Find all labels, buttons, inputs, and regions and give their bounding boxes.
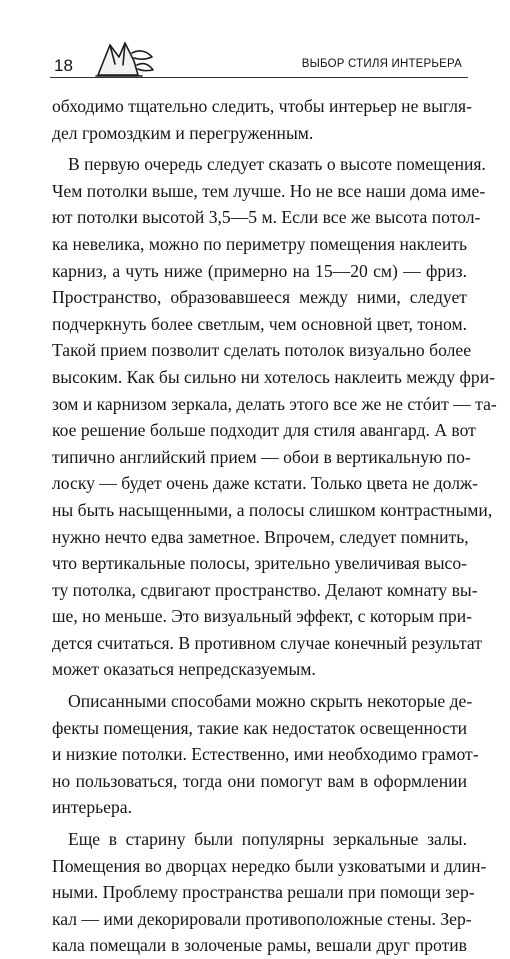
paragraph [52,93,472,146]
paragraph [52,826,487,959]
text-line: дется считаться. В противном случае конечный результат [52,632,482,653]
text-line: Еще в старину были популярны зеркальные залы. [68,829,467,850]
text-line: ют потолки высотой 3,5—5 м. Если все же высота потол- [52,207,481,228]
text-line: но пользоваться, тогда они помогут вам в оформлении [52,770,467,791]
text-line: ше, но меньше. Это визуальный эффект, с которым при- [52,606,472,627]
text-line: фекты помещения, такие как недостаток освещенности [52,717,468,738]
page-header [50,38,468,78]
text-line: Пространство, образовавшееся между ними, следует [52,287,467,308]
page-number: 18 [54,56,73,75]
text-line: карниз, а чуть ниже (примерно на 15—20 см) — фриз. [52,260,467,281]
text-line: Такой прием позволит сделать потолок визуально более [52,340,472,361]
text-line: кое решение больше подходит для стиля авангард. А вот [52,420,476,441]
text-line: высоким. Как бы сильно ни хотелось наклеить между фри- [52,366,495,387]
text-line: что вертикальные полосы, зрительно увеличивая высо- [52,553,467,574]
text-line: кал — ими декорировали противоположные стены. Зер- [52,908,472,929]
text-line: дел громоздким и перегруженным. [52,122,314,143]
text-line: типично английский прием — обои в вертикальную по- [52,446,471,467]
text-line: подчеркнуть более светлым, чем основной цвет, тоном. [52,313,467,334]
text-line: ны быть насыщенными, а полосы слишком контрастными, [52,499,493,520]
text-line: зом и карнизом зеркала, делать этого все же не стóит — та- [52,393,497,414]
series-logo-icon [92,38,156,78]
running-title: ВЫБОР СТИЛЯ ИНТЕРЬЕРА [301,58,462,70]
text-line: нужно нечто едва заметное. Впрочем, следует помнить, [52,526,469,547]
text-line: ными. Проблему пространства решали при помощи зер- [52,882,475,903]
paragraph [52,151,497,683]
text-line: интерьера. [52,797,132,818]
body-text [52,93,497,959]
header-rule [50,77,468,78]
text-line: ту потолка, сдвигают пространство. Делают комнату вы- [52,579,478,600]
text-line: обходимо тщательно следить, чтобы интерьер не выгля- [52,96,472,116]
text-line: Чем потолки выше, тем лучше. Но не все наши дома име- [52,180,486,201]
text-line: Помещения во дворцах нередко были узковатыми и длин- [52,855,487,876]
text-line: и низкие потолки. Естественно, ими необходимо грамот- [52,744,479,765]
text-line: может оказаться непредсказуемым. [52,659,316,680]
text-line: В первую очередь следует сказать о высоте помещения. [68,154,486,175]
text-line: Описанными способами можно скрыть некоторые де- [68,691,473,712]
text-line: ка невелика, можно по периметру помещения наклеить [52,233,467,254]
text-line: лоску — будет очень даже кстати. Только цвета не долж- [52,473,479,494]
text-line: кала помещали в золоченые рамы, вешали друг против [52,935,467,956]
paragraph [52,688,479,821]
